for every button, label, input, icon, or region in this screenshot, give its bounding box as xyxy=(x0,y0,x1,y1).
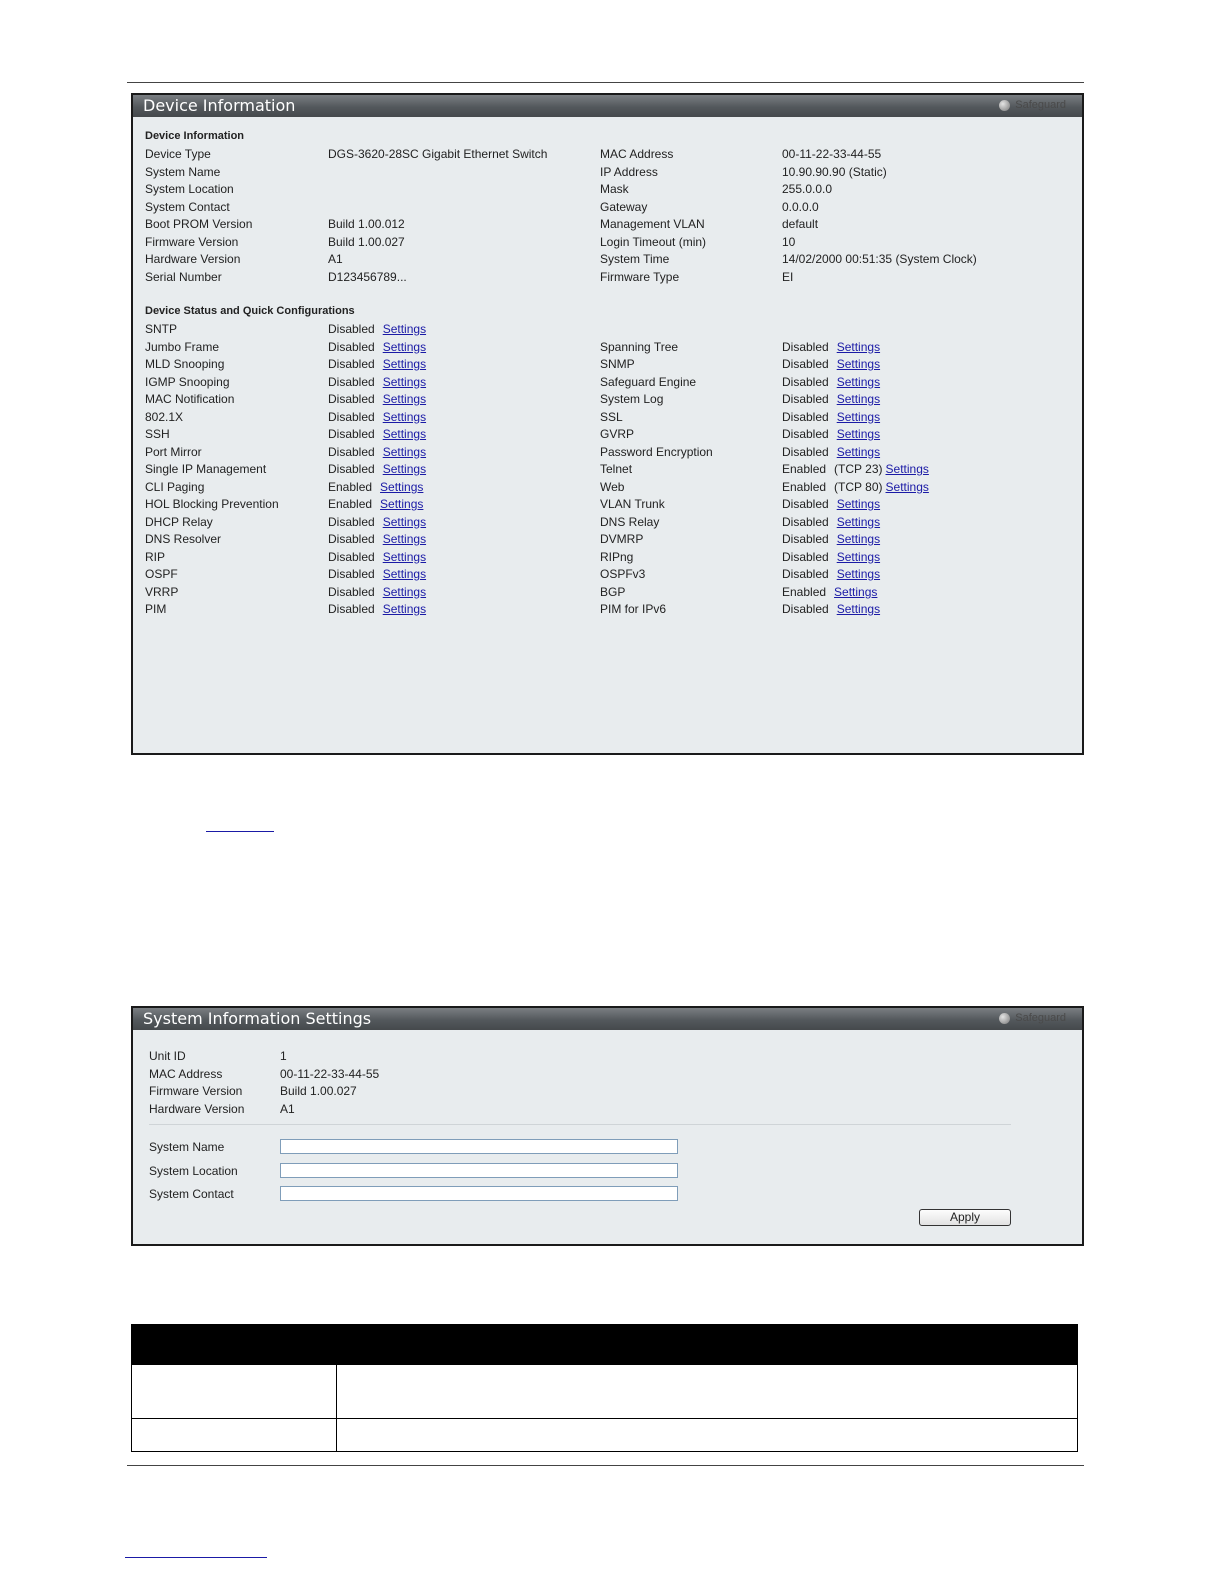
status-value xyxy=(782,357,880,371)
info-label: IP Address xyxy=(600,164,658,179)
status-label: DNS Resolver xyxy=(145,532,222,546)
status-label: OSPF xyxy=(145,567,178,581)
info-label: Firmware Type xyxy=(600,269,680,284)
info-value: Build 1.00.012 xyxy=(328,217,405,231)
table-cell xyxy=(337,1365,1078,1419)
status-label: 802.1X xyxy=(145,409,184,424)
section-divider xyxy=(149,1124,1011,1125)
info-value: default xyxy=(782,217,819,231)
status-label: Single IP Management xyxy=(145,462,267,476)
status-label: DNS Relay xyxy=(600,514,660,529)
status-value xyxy=(328,567,426,581)
status-label: VRRP xyxy=(145,584,179,599)
settings-link[interactable]: Settings xyxy=(836,374,881,389)
status-value xyxy=(328,515,426,529)
panel-header xyxy=(133,1008,1082,1030)
status-text: Disabled xyxy=(782,357,829,371)
status-value xyxy=(328,410,426,424)
status-text: Disabled xyxy=(782,532,829,546)
status-text: Disabled xyxy=(328,514,375,529)
sys-info-value: 1 xyxy=(280,1049,287,1063)
sys-info-value: 00-11-22-33-44-55 xyxy=(280,1066,380,1081)
status-label: GVRP xyxy=(600,427,635,441)
status-text: Disabled xyxy=(328,584,375,599)
info-label: Management VLAN xyxy=(600,217,705,231)
status-label: Jumbo Frame xyxy=(145,339,220,354)
info-value: 10.90.90.90 (Static) xyxy=(782,164,887,179)
settings-link[interactable]: Settings xyxy=(382,602,427,616)
status-value xyxy=(328,375,426,389)
status-label: MLD Snooping xyxy=(145,357,225,371)
status-value xyxy=(328,585,426,599)
status-label: Password Encryption xyxy=(600,444,713,459)
settings-link[interactable]: Settings xyxy=(382,322,427,336)
system-contact-input[interactable] xyxy=(280,1186,678,1201)
status-value xyxy=(782,375,880,389)
status-value xyxy=(328,602,426,616)
settings-link[interactable]: Settings xyxy=(380,497,424,511)
status-text: Disabled xyxy=(328,357,375,371)
status-text: Enabled xyxy=(782,479,827,494)
info-label: System Contact xyxy=(145,199,230,214)
status-text: Disabled xyxy=(782,514,829,529)
status-label: Web xyxy=(600,479,625,494)
status-label: VLAN Trunk xyxy=(600,497,665,511)
settings-link[interactable]: Settings xyxy=(382,392,427,406)
settings-link[interactable]: Settings xyxy=(836,549,881,564)
status-text: Enabled xyxy=(328,497,373,511)
table-cell xyxy=(337,1419,1078,1452)
table-header-row xyxy=(132,1325,1078,1365)
status-label: IGMP Snooping xyxy=(145,374,230,389)
settings-link[interactable]: Settings xyxy=(836,339,881,354)
status-label: Safeguard Engine xyxy=(600,374,697,389)
info-label: Mask xyxy=(600,182,629,196)
page-bottom-rule xyxy=(127,1465,1084,1466)
status-label: PIM xyxy=(145,602,167,616)
settings-link[interactable]: Settings xyxy=(382,584,427,599)
system-information-settings-panel xyxy=(131,1006,1084,1246)
safeguard-indicator xyxy=(999,99,1066,111)
status-text: Enabled xyxy=(328,479,373,494)
device-information-panel xyxy=(131,93,1084,755)
footer-link-underline[interactable] xyxy=(125,1557,267,1558)
safeguard-status-icon xyxy=(999,1013,1010,1024)
panel-header xyxy=(133,95,1082,117)
safeguard-status-icon xyxy=(999,100,1010,111)
settings-link[interactable]: Settings xyxy=(382,514,427,529)
settings-link[interactable]: Settings xyxy=(836,532,881,546)
status-value xyxy=(782,392,880,406)
status-value xyxy=(782,480,929,494)
status-label: MAC Notification xyxy=(145,392,235,406)
info-label: System Location xyxy=(145,182,234,196)
settings-link[interactable]: Settings xyxy=(382,462,427,476)
status-label: Spanning Tree xyxy=(600,339,679,354)
status-text: Disabled xyxy=(782,427,829,441)
status-text: Disabled xyxy=(328,427,375,441)
status-text: Disabled xyxy=(782,567,829,581)
sys-info-label: Unit ID xyxy=(149,1049,186,1063)
info-value: 10 xyxy=(782,234,796,249)
settings-link[interactable]: Settings xyxy=(836,602,881,616)
parameter-description-table xyxy=(131,1324,1078,1452)
settings-link[interactable]: Settings xyxy=(836,514,881,529)
info-label: System Name xyxy=(145,164,221,179)
settings-link[interactable]: Settings xyxy=(382,549,427,564)
sys-info-value: Build 1.00.027 xyxy=(280,1084,357,1098)
table-cell xyxy=(132,1419,337,1452)
status-text: Disabled xyxy=(328,392,375,406)
status-label: PIM for IPv6 xyxy=(600,602,667,616)
info-label: Login Timeout (min) xyxy=(600,234,707,249)
status-text: Disabled xyxy=(782,444,829,459)
status-text: Disabled xyxy=(328,339,375,354)
section-title-device-information: Device Information xyxy=(145,130,245,142)
system-contact-label: System Contact xyxy=(149,1187,234,1201)
info-label: Serial Number xyxy=(145,269,222,284)
settings-link[interactable]: Settings xyxy=(836,427,881,441)
info-value: D123456789... xyxy=(328,269,407,284)
table-row xyxy=(132,1419,1078,1452)
status-text: Enabled xyxy=(782,584,827,599)
settings-link[interactable]: Settings xyxy=(836,497,881,511)
status-value xyxy=(782,497,880,511)
status-value xyxy=(782,410,880,424)
status-text: Disabled xyxy=(328,602,375,616)
status-label: SNMP xyxy=(600,357,635,371)
status-text: Disabled xyxy=(782,409,829,424)
info-value: A1 xyxy=(328,252,343,266)
status-value xyxy=(782,532,880,546)
system-location-label: System Location xyxy=(149,1163,238,1178)
status-text: Disabled xyxy=(328,462,375,476)
status-value xyxy=(782,462,929,476)
info-label: MAC Address xyxy=(600,147,674,161)
sys-info-value: A1 xyxy=(280,1101,295,1116)
status-value xyxy=(782,340,880,354)
status-label: RIP xyxy=(145,549,166,564)
status-value xyxy=(328,322,426,336)
table-row xyxy=(132,1365,1078,1419)
info-label: Boot PROM Version xyxy=(145,217,253,231)
status-value xyxy=(328,480,423,494)
info-label: Gateway xyxy=(600,199,648,214)
info-value: 255.0.0.0 xyxy=(782,182,833,196)
status-label: Telnet xyxy=(600,462,633,476)
status-value xyxy=(782,515,880,529)
info-label: System Time xyxy=(600,252,670,266)
status-label: SSH xyxy=(145,427,170,441)
settings-link[interactable]: Settings xyxy=(836,357,881,371)
sys-info-label: MAC Address xyxy=(149,1066,223,1081)
safeguard-label: Safeguard xyxy=(1015,1012,1066,1024)
settings-link[interactable]: Settings xyxy=(834,584,878,599)
status-text: Disabled xyxy=(328,549,375,564)
panel-title: Device Information xyxy=(143,96,296,115)
status-text: Disabled xyxy=(328,374,375,389)
settings-link[interactable]: Settings xyxy=(885,479,929,494)
safeguard-label: Safeguard xyxy=(1015,99,1066,111)
status-label: SSL xyxy=(600,409,623,424)
info-value: EI xyxy=(782,269,794,284)
settings-link[interactable]: Settings xyxy=(382,409,427,424)
status-value xyxy=(328,532,426,546)
settings-link[interactable]: Settings xyxy=(836,444,881,459)
status-label: SNTP xyxy=(145,322,178,336)
system-name-label: System Name xyxy=(149,1140,225,1154)
status-text: Disabled xyxy=(328,322,375,336)
status-label: DVMRP xyxy=(600,532,644,546)
system-location-input[interactable] xyxy=(280,1163,678,1178)
status-value xyxy=(782,427,880,441)
info-value: 14/02/2000 00:51:35 (System Clock) xyxy=(782,252,977,266)
status-text: Disabled xyxy=(328,444,375,459)
settings-link[interactable]: Settings xyxy=(380,479,424,494)
status-value xyxy=(328,392,426,406)
status-port: (TCP 80) xyxy=(834,479,883,494)
status-text: Disabled xyxy=(782,339,829,354)
status-text: Disabled xyxy=(328,409,375,424)
status-value xyxy=(782,567,880,581)
doc-link-underline[interactable] xyxy=(206,831,274,832)
info-value: 00-11-22-33-44-55 xyxy=(782,147,882,161)
status-value xyxy=(782,445,880,459)
settings-link[interactable]: Settings xyxy=(382,444,427,459)
status-label: DHCP Relay xyxy=(145,514,213,529)
table-header-cell-parameter xyxy=(132,1325,337,1365)
status-value xyxy=(328,445,426,459)
status-text: Disabled xyxy=(328,532,375,546)
info-label: Device Type xyxy=(145,147,211,161)
sys-info-label: Hardware Version xyxy=(149,1101,245,1116)
settings-link[interactable]: Settings xyxy=(885,462,929,476)
panel-title: System Information Settings xyxy=(143,1009,372,1028)
settings-link[interactable]: Settings xyxy=(382,532,427,546)
status-label: Port Mirror xyxy=(145,444,202,459)
settings-link[interactable]: Settings xyxy=(836,567,881,581)
settings-link[interactable]: Settings xyxy=(836,392,881,406)
info-value: DGS-3620-28SC Gigabit Ethernet Switch xyxy=(328,147,548,161)
settings-link[interactable]: Settings xyxy=(382,339,427,354)
status-value xyxy=(782,585,877,599)
table-cell xyxy=(132,1365,337,1419)
status-value xyxy=(328,462,426,476)
status-value xyxy=(328,340,426,354)
status-text: Disabled xyxy=(782,549,829,564)
page-top-rule xyxy=(127,82,1084,83)
table-header-cell-description xyxy=(337,1325,1078,1365)
status-text: Disabled xyxy=(782,374,829,389)
status-value xyxy=(782,602,880,616)
sys-info-label: Firmware Version xyxy=(149,1084,243,1098)
status-value xyxy=(328,497,423,511)
status-label: System Log xyxy=(600,392,664,406)
status-value xyxy=(328,427,426,441)
settings-link[interactable]: Settings xyxy=(382,357,427,371)
status-text: Disabled xyxy=(782,497,829,511)
settings-link[interactable]: Settings xyxy=(836,409,881,424)
system-name-input[interactable] xyxy=(280,1139,678,1154)
status-text: Disabled xyxy=(328,567,375,581)
status-value xyxy=(328,550,426,564)
info-value: Build 1.00.027 xyxy=(328,234,405,249)
status-port: (TCP 23) xyxy=(834,462,883,476)
safeguard-indicator xyxy=(999,1012,1066,1024)
settings-link[interactable]: Settings xyxy=(382,374,427,389)
status-label: BGP xyxy=(600,584,626,599)
section-title-device-status: Device Status and Quick Configurations xyxy=(145,305,355,317)
status-text: Disabled xyxy=(782,392,829,406)
info-label: Hardware Version xyxy=(145,252,241,266)
apply-button[interactable]: Apply xyxy=(919,1209,1011,1226)
info-value: 0.0.0.0 xyxy=(782,199,819,214)
info-label: Firmware Version xyxy=(145,234,239,249)
status-label: RIPng xyxy=(600,549,634,564)
settings-link[interactable]: Settings xyxy=(382,427,427,441)
settings-link[interactable]: Settings xyxy=(382,567,427,581)
status-label: OSPFv3 xyxy=(600,567,646,581)
status-value xyxy=(782,550,880,564)
status-value xyxy=(328,357,426,371)
status-text: Enabled xyxy=(782,462,827,476)
status-text: Disabled xyxy=(782,602,829,616)
status-label: CLI Paging xyxy=(145,479,205,494)
status-label: HOL Blocking Prevention xyxy=(145,497,279,511)
